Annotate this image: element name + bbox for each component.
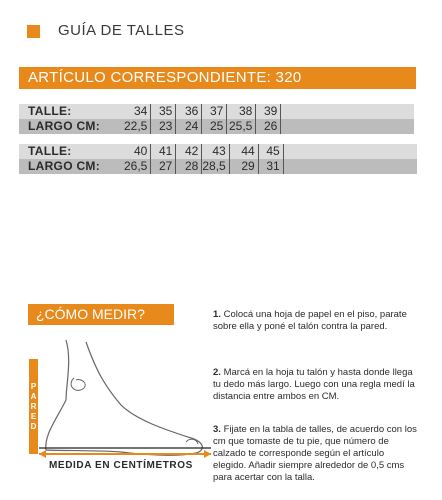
step-number: 3. — [213, 424, 221, 435]
talle-cell: 40 — [124, 144, 151, 159]
talle-cell: 42 — [176, 144, 202, 159]
table-row — [19, 144, 417, 159]
talle-cell: 43 — [202, 144, 229, 159]
talle-cell: 38 — [227, 104, 256, 119]
largo-cell: 28,5 — [202, 159, 229, 174]
page-title: GUÍA DE TALLES — [58, 22, 185, 39]
largo-cell: 25 — [202, 119, 227, 134]
largo-cell: 22,5 — [124, 119, 151, 134]
largo-cell: 23 — [151, 119, 176, 134]
largo-cell: 26,5 — [124, 159, 151, 174]
step-1 — [213, 309, 418, 333]
largo-cell: 27 — [151, 159, 176, 174]
table-row — [19, 119, 414, 134]
step-3 — [213, 424, 418, 484]
talle-cell: 37 — [202, 104, 227, 119]
article-banner: ARTÍCULO CORRESPONDIENTE: 320 — [19, 67, 416, 89]
size-table-2 — [19, 144, 417, 174]
pared-label: PARED — [29, 359, 38, 454]
step-text: Marcá en la hoja tu talón y hasta donde llega tu dedo más largo. Luego con una regla medí la distancia entre ambos en CM. — [213, 367, 415, 402]
talle-label: TALLE: — [19, 144, 124, 159]
largo-cell: 26 — [256, 119, 281, 134]
largo-label: LARGO CM: — [19, 159, 124, 174]
table-row — [19, 159, 417, 174]
largo-cell: 28 — [176, 159, 202, 174]
talle-cell: 36 — [176, 104, 202, 119]
talle-label: TALLE: — [19, 104, 124, 119]
step-text: Colocá una hoja de papel en el piso, parate sobre ella y poné el talón contra la pared. — [213, 309, 407, 332]
how-to-measure-title: ¿CÓMO MEDIR? — [28, 304, 174, 325]
talle-cell: 34 — [124, 104, 151, 119]
largo-cell: 29 — [229, 159, 258, 174]
talle-cell: 35 — [151, 104, 176, 119]
talle-cell: 45 — [258, 144, 283, 159]
largo-cell: 31 — [258, 159, 283, 174]
step-number: 1. — [213, 309, 221, 320]
talle-cell: 44 — [229, 144, 258, 159]
largo-cell: 25,5 — [227, 119, 256, 134]
talle-cell: 41 — [151, 144, 176, 159]
step-number: 2. — [213, 367, 221, 378]
title-square-icon — [27, 25, 40, 38]
foot-illustration — [26, 330, 216, 460]
measure-label: MEDIDA EN CENTÍMETROS — [49, 460, 193, 471]
largo-cell: 24 — [176, 119, 202, 134]
step-2 — [213, 367, 418, 403]
table-row — [19, 104, 414, 119]
step-text: Fijate en la tabla de talles, de acuerdo con los cm que tomaste de tu pie, que número de calzado te corresponde según el artículo elegido. Añadir siempre alrededor de 0,5 cms para acertar con la talla. — [213, 424, 417, 483]
talle-cell: 39 — [256, 104, 281, 119]
size-table-1 — [19, 104, 414, 134]
largo-label: LARGO CM: — [19, 119, 124, 134]
